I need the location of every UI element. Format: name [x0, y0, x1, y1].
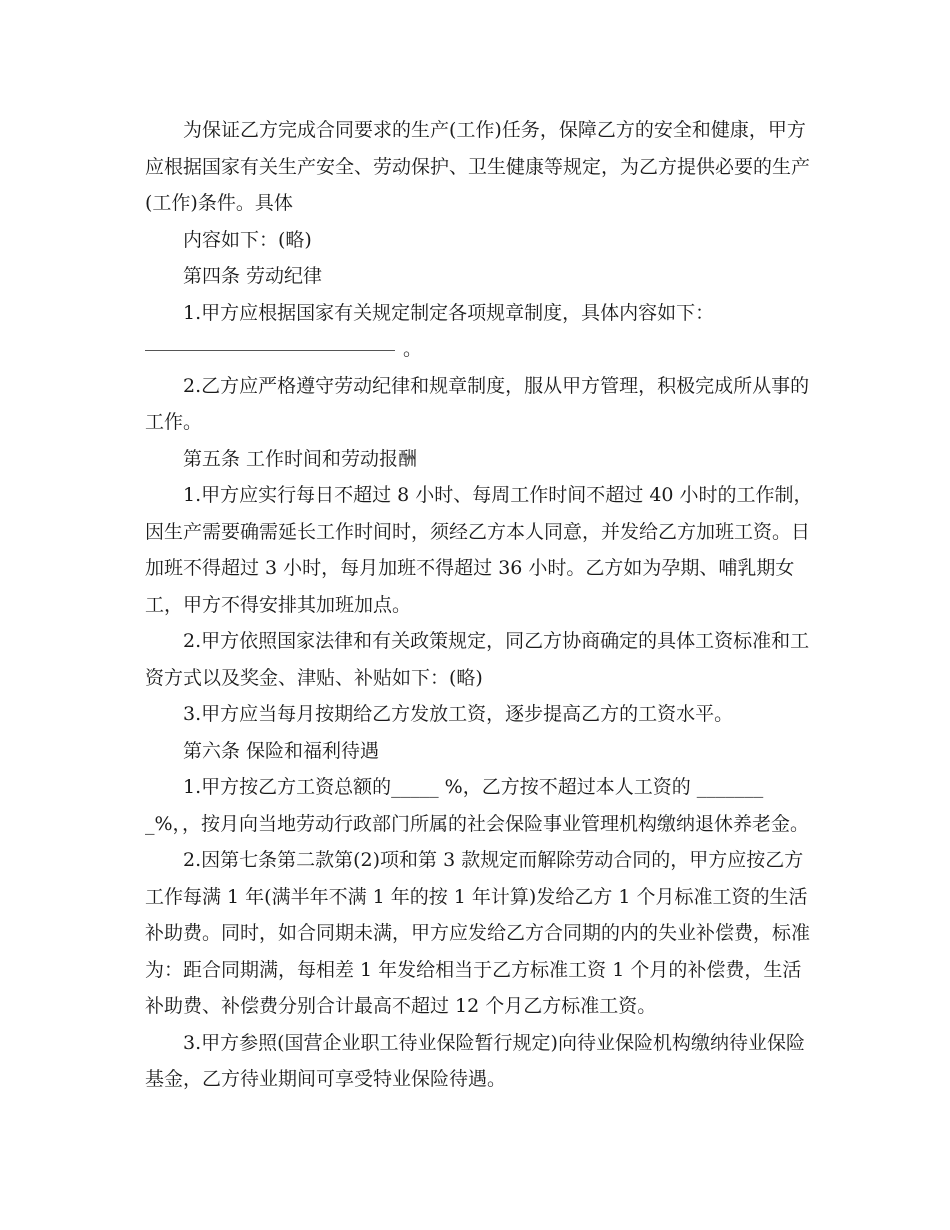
paragraph-article-4-item-1: 1.甲方应根据国家有关规定制定各项规章制度，具体内容如下： — [183, 301, 715, 324]
paragraph-article-5-item-2: 2.甲方依照国家法律和有关政策规定，同乙方协商确定的具体工资标准和工资方式以及奖金、津贴、补贴如下：(略) — [145, 630, 810, 689]
paragraph-fill-in-line — [145, 331, 817, 368]
paragraph-article-6-item-2: 2.因第七条第二款第(2)项和第 3 款规定而解除劳动合同的，甲方应按乙方工作每满 1 年(满半年不满 1 年的按 1 年计算)发给乙方 1 个月标准工资的生活补助费。同时，如合同期未满，甲方应发给乙方合同期的内的失业补偿费，标准为：距合同期满，每相差 1 年发给相当于乙方标准工资 1 个月的补偿费，生活补助费、补偿费分别合计最高不超过 12 个月乙方标准工资。 — [145, 849, 811, 1017]
heading-article-4: 第四条 劳动纪律 — [183, 265, 323, 287]
paragraph-work-conditions: 为保证乙方完成合同要求的生产(工作)任务，保障乙方的安全和健康，甲方应根据国家有关生产安全、劳动保护、卫生健康等规定，为乙方提供必要的生产(工作)条件。具体 — [145, 119, 811, 214]
heading-article-5: 第五条 工作时间和劳动报酬 — [183, 447, 418, 470]
paragraph-article-5-item-1: 1.甲方应实行每日不超过 8 小时、每周工作时间不超过 40 小时的工作制，因生产需要确需延长工作时间时，须经乙方本人同意，并发给乙方加班工资。日加班不得超过 3 小时，每月加班不得超过 36 小时。乙方如为孕期、哺乳期女工，甲方不得安排其加班加点。 — [145, 484, 813, 616]
blank-underline — [145, 349, 395, 351]
fill-in-period: 。 — [403, 338, 423, 360]
heading-article-6: 第六条 保险和福利待遇 — [183, 739, 380, 762]
paragraph-article-4-item-2: 2.乙方应严格遵守劳动纪律和规章制度，服从甲方管理，积极完成所从事的工作。 — [145, 374, 810, 433]
paragraph-article-6-item-1: 1.甲方按乙方工资总额的_____ %，乙方按不超过本人工资的 ________%，，按月向当地劳动行政部门所属的社会保险事业管理机构缴纳退休养老金。 — [145, 776, 810, 835]
paragraph-article-6-item-3: 3.甲方参照(国营企业职工待业保险暂行规定)向待业保险机构缴纳待业保险基金，乙方待业期间可享受特业保险待遇。 — [145, 1031, 805, 1090]
paragraph-content-omitted: 内容如下：(略) — [183, 228, 312, 251]
document-body — [145, 112, 817, 1098]
paragraph-article-5-item-3: 3.甲方应当每月按期给乙方发放工资，逐步提高乙方的工资水平。 — [183, 703, 734, 725]
